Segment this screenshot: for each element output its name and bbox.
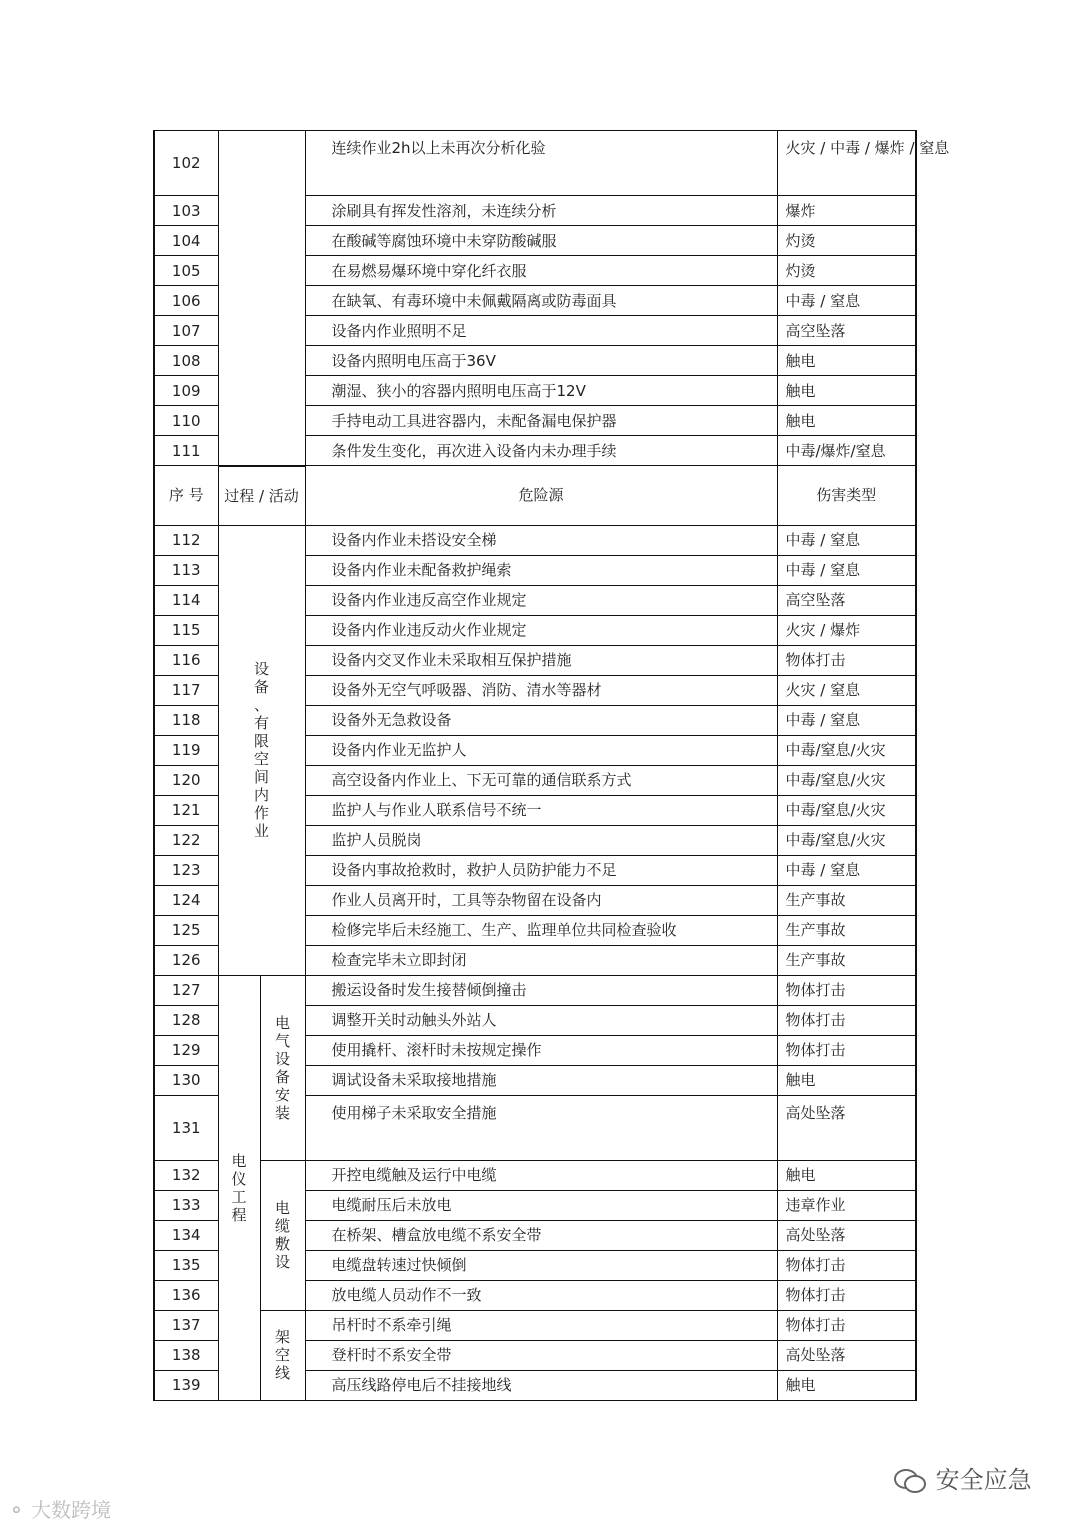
wechat-icon bbox=[892, 1467, 928, 1495]
row-number-cell: 104 bbox=[154, 226, 218, 256]
injury-type-cell: 生产事故 bbox=[777, 885, 916, 915]
injury-type-cell: 高处坠落 bbox=[777, 1340, 916, 1370]
row-number-cell: 133 bbox=[154, 1190, 218, 1220]
injury-type-cell: 物体打击 bbox=[777, 975, 916, 1005]
activity-cable-laying bbox=[260, 1160, 305, 1310]
injury-type-cell: 物体打击 bbox=[777, 1035, 916, 1065]
row-number-cell: 127 bbox=[154, 975, 218, 1005]
hazard-cell: 作业人员离开时，工具等杂物留在设备内 bbox=[305, 885, 777, 915]
activity-cable-laying-char: 缆 bbox=[274, 1217, 290, 1235]
watermark-left-text: 大数跨境 bbox=[31, 1498, 112, 1522]
header-seq: 序 号 bbox=[154, 466, 218, 526]
activity-equipment-install bbox=[260, 975, 305, 1160]
row-number-cell: 129 bbox=[154, 1035, 218, 1065]
header-hazard: 危险源 bbox=[305, 466, 777, 526]
hazard-cell: 高空设备内作业上、下无可靠的通信联系方式 bbox=[305, 765, 777, 795]
injury-type-cell: 灼烫 bbox=[777, 226, 916, 256]
activity-overhead-line bbox=[260, 1310, 305, 1400]
hazard-table bbox=[153, 130, 950, 1401]
injury-type-cell: 灼烫 bbox=[777, 256, 916, 286]
hazard-cell: 在酸碱等腐蚀环境中未穿防酸碱服 bbox=[305, 226, 777, 256]
table-row bbox=[154, 1160, 916, 1190]
row-number-cell: 121 bbox=[154, 795, 218, 825]
hazard-cell: 涂刷具有挥发性溶剂，未连续分析 bbox=[305, 196, 777, 226]
hazard-cell: 设备内作业无监护人 bbox=[305, 735, 777, 765]
process-confined-space-char: 内 bbox=[253, 786, 269, 804]
row-number-cell: 116 bbox=[154, 645, 218, 675]
hazard-cell: 监护人与作业人联系信号不统一 bbox=[305, 795, 777, 825]
hazard-cell: 设备内照明电压高于36V bbox=[305, 346, 777, 376]
hazard-cell: 设备外无急救设备 bbox=[305, 705, 777, 735]
row-number-cell: 130 bbox=[154, 1065, 218, 1095]
hazard-cell: 设备内作业违反高空作业规定 bbox=[305, 585, 777, 615]
activity-equipment-install-char: 备 bbox=[274, 1067, 290, 1086]
injury-type-cell: 物体打击 bbox=[777, 645, 916, 675]
process-confined-space-char: 设 bbox=[253, 660, 269, 678]
row-number-cell: 117 bbox=[154, 675, 218, 705]
hazard-cell: 设备内作业违反动火作业规定 bbox=[305, 615, 777, 645]
injury-type-cell: 火灾 / 爆炸 bbox=[777, 615, 916, 645]
activity-overhead-line-char: 线 bbox=[274, 1364, 290, 1382]
hazard-cell: 调整开关时动触头外站人 bbox=[305, 1005, 777, 1035]
injury-type-cell: 触电 bbox=[777, 1160, 916, 1190]
injury-type-cell: 中毒/窒息/火灾 bbox=[777, 825, 916, 855]
process-electrical-char: 工 bbox=[231, 1187, 247, 1206]
hazard-cell: 调试设备未采取接地措施 bbox=[305, 1065, 777, 1095]
injury-type-cell: 爆炸 bbox=[777, 196, 916, 226]
process-confined-space-char: 间 bbox=[253, 768, 269, 786]
activity-equipment-install-char: 电 bbox=[274, 1013, 290, 1032]
hazard-cell: 设备内交叉作业未采取相互保护措施 bbox=[305, 645, 777, 675]
injury-type-cell: 高处坠落 bbox=[777, 1095, 916, 1160]
hazard-cell: 设备内作业未配备救护绳索 bbox=[305, 555, 777, 585]
process-confined-space bbox=[218, 525, 305, 975]
injury-type-cell: 中毒 / 窒息 bbox=[777, 705, 916, 735]
hazard-cell: 潮湿、狭小的容器内照明电压高于12V bbox=[305, 376, 777, 406]
injury-type-cell: 物体打击 bbox=[777, 1005, 916, 1035]
process-electrical-char: 仪 bbox=[231, 1169, 247, 1188]
row-number-cell: 108 bbox=[154, 346, 218, 376]
process-confined-space-char: 作 bbox=[253, 804, 269, 822]
injury-type-cell: 违章作业 bbox=[777, 1190, 916, 1220]
hazard-cell: 检查完毕未立即封闭 bbox=[305, 945, 777, 975]
hazard-cell: 在易燃易爆环境中穿化纤衣服 bbox=[305, 256, 777, 286]
row-number-cell: 115 bbox=[154, 615, 218, 645]
row-number-cell: 109 bbox=[154, 376, 218, 406]
process-electrical-char: 电 bbox=[231, 1151, 247, 1170]
injury-type-cell: 高空坠落 bbox=[777, 316, 916, 346]
hazard-cell: 检修完毕后未经施工、生产、监理单位共同检查验收 bbox=[305, 915, 777, 945]
row-number-cell: 118 bbox=[154, 705, 218, 735]
row-number-cell: 128 bbox=[154, 1005, 218, 1035]
process-electrical bbox=[218, 975, 260, 1400]
table-row bbox=[154, 525, 916, 555]
header-type: 伤害类型 bbox=[777, 466, 916, 526]
row-number-cell: 132 bbox=[154, 1160, 218, 1190]
row-number-cell: 138 bbox=[154, 1340, 218, 1370]
hazard-cell: 使用撬杆、滚杆时未按规定操作 bbox=[305, 1035, 777, 1065]
row-number-cell: 102 bbox=[154, 131, 218, 196]
row-number-cell: 137 bbox=[154, 1310, 218, 1340]
process-confined-space-char: 有 bbox=[253, 714, 269, 732]
injury-type-cell: 物体打击 bbox=[777, 1280, 916, 1310]
activity-cable-laying-char: 设 bbox=[274, 1253, 290, 1271]
injury-type-cell: 中毒/窒息/火灾 bbox=[777, 795, 916, 825]
hazard-cell: 连续作业2h以上未再次分析化验 bbox=[305, 131, 777, 196]
injury-type-cell: 物体打击 bbox=[777, 1250, 916, 1280]
hazard-cell: 开控电缆触及运行中电缆 bbox=[305, 1160, 777, 1190]
row-number-cell: 135 bbox=[154, 1250, 218, 1280]
injury-type-cell: 生产事故 bbox=[777, 945, 916, 975]
injury-type-cell: 中毒 / 窒息 bbox=[777, 555, 916, 585]
process-confined-space-char: 空 bbox=[253, 750, 269, 768]
hazard-cell: 电缆盘转速过快倾倒 bbox=[305, 1250, 777, 1280]
injury-type-cell: 中毒 / 窒息 bbox=[777, 525, 916, 555]
hazard-cell: 条件发生变化，再次进入设备内未办理手续 bbox=[305, 436, 777, 466]
hazard-cell: 放电缆人员动作不一致 bbox=[305, 1280, 777, 1310]
watermark-left bbox=[8, 1494, 111, 1523]
row-number-cell: 110 bbox=[154, 406, 218, 436]
hazard-cell: 搬运设备时发生接替倾倒撞击 bbox=[305, 975, 777, 1005]
watermark-right bbox=[892, 1460, 1032, 1495]
row-number-cell: 103 bbox=[154, 196, 218, 226]
row-number-cell: 111 bbox=[154, 436, 218, 466]
table-row bbox=[154, 975, 916, 1005]
injury-type-cell: 中毒/爆炸/窒息 bbox=[777, 436, 916, 466]
row-number-cell: 107 bbox=[154, 316, 218, 346]
injury-type-cell: 生产事故 bbox=[777, 915, 916, 945]
row-number-cell: 131 bbox=[154, 1095, 218, 1160]
hazard-cell: 设备内作业照明不足 bbox=[305, 316, 777, 346]
hazard-cell: 监护人员脱岗 bbox=[305, 825, 777, 855]
process-confined-space-char: 备 bbox=[253, 678, 269, 696]
process-cell-empty bbox=[218, 131, 305, 466]
row-number-cell: 124 bbox=[154, 885, 218, 915]
hazard-cell: 设备内事故抢救时，救护人员防护能力不足 bbox=[305, 855, 777, 885]
injury-type-cell: 高空坠落 bbox=[777, 585, 916, 615]
hazard-cell: 登杆时不系安全带 bbox=[305, 1340, 777, 1370]
row-number-cell: 123 bbox=[154, 855, 218, 885]
row-number-cell: 114 bbox=[154, 585, 218, 615]
hazard-cell: 设备内作业未搭设安全梯 bbox=[305, 525, 777, 555]
activity-cable-laying-char: 敷 bbox=[274, 1235, 290, 1253]
injury-type-cell: 触电 bbox=[777, 376, 916, 406]
injury-type-cell: 中毒 / 窒息 bbox=[777, 855, 916, 885]
row-number-cell: 105 bbox=[154, 256, 218, 286]
table-header-row bbox=[154, 466, 916, 526]
row-number-cell: 125 bbox=[154, 915, 218, 945]
row-number-cell: 134 bbox=[154, 1220, 218, 1250]
activity-overhead-line-char: 空 bbox=[274, 1346, 290, 1364]
injury-type-cell: 高处坠落 bbox=[777, 1220, 916, 1250]
activity-equipment-install-char: 装 bbox=[274, 1103, 290, 1122]
row-number-cell: 106 bbox=[154, 286, 218, 316]
hazard-cell: 使用梯子未采取安全措施 bbox=[305, 1095, 777, 1160]
row-number-cell: 113 bbox=[154, 555, 218, 585]
table-row bbox=[154, 131, 916, 196]
hazard-cell: 高压线路停电后不挂接地线 bbox=[305, 1370, 777, 1400]
injury-type-cell: 中毒/窒息/火灾 bbox=[777, 735, 916, 765]
injury-type-cell: 触电 bbox=[777, 346, 916, 376]
activity-equipment-install-char: 安 bbox=[274, 1085, 290, 1104]
injury-type-cell: 中毒/窒息/火灾 bbox=[777, 765, 916, 795]
injury-type-cell: 触电 bbox=[777, 1370, 916, 1400]
injury-type-cell: 火灾 / 窒息 bbox=[777, 675, 916, 705]
row-number-cell: 119 bbox=[154, 735, 218, 765]
injury-type-cell: 物体打击 bbox=[777, 1310, 916, 1340]
watermark-right-text: 安全应急 bbox=[935, 1466, 1032, 1494]
activity-equipment-install-char: 气 bbox=[274, 1031, 290, 1050]
hazard-cell: 在缺氧、有毒环境中未佩戴隔离或防毒面具 bbox=[305, 286, 777, 316]
hazard-cell: 设备外无空气呼吸器、消防、清水等器材 bbox=[305, 675, 777, 705]
hazard-cell: 电缆耐压后未放电 bbox=[305, 1190, 777, 1220]
row-number-cell: 139 bbox=[154, 1370, 218, 1400]
injury-type-cell: 火灾 / 中毒 / 爆炸 / 窒息 bbox=[777, 131, 916, 196]
process-electrical-char: 程 bbox=[231, 1205, 247, 1224]
table-row bbox=[154, 1310, 916, 1340]
activity-cable-laying-char: 电 bbox=[274, 1199, 290, 1217]
hazard-cell: 吊杆时不系牵引绳 bbox=[305, 1310, 777, 1340]
row-number-cell: 120 bbox=[154, 765, 218, 795]
hazard-cell: 在桥架、槽盒放电缆不系安全带 bbox=[305, 1220, 777, 1250]
row-number-cell: 126 bbox=[154, 945, 218, 975]
wechat-logo-icon: ⚬ bbox=[8, 1498, 25, 1522]
injury-type-cell: 触电 bbox=[777, 406, 916, 436]
row-number-cell: 122 bbox=[154, 825, 218, 855]
injury-type-cell: 触电 bbox=[777, 1065, 916, 1095]
hazard-cell: 手持电动工具进容器内，未配备漏电保护器 bbox=[305, 406, 777, 436]
process-confined-space-char: 、 bbox=[253, 696, 269, 714]
process-confined-space-char: 业 bbox=[253, 822, 269, 840]
row-number-cell: 112 bbox=[154, 525, 218, 555]
activity-overhead-line-char: 架 bbox=[274, 1328, 290, 1346]
injury-type-cell: 中毒 / 窒息 bbox=[777, 286, 916, 316]
activity-equipment-install-char: 设 bbox=[274, 1049, 290, 1068]
row-number-cell: 136 bbox=[154, 1280, 218, 1310]
process-confined-space-char: 限 bbox=[253, 732, 269, 750]
header-process: 过程 / 活动 bbox=[218, 466, 305, 526]
